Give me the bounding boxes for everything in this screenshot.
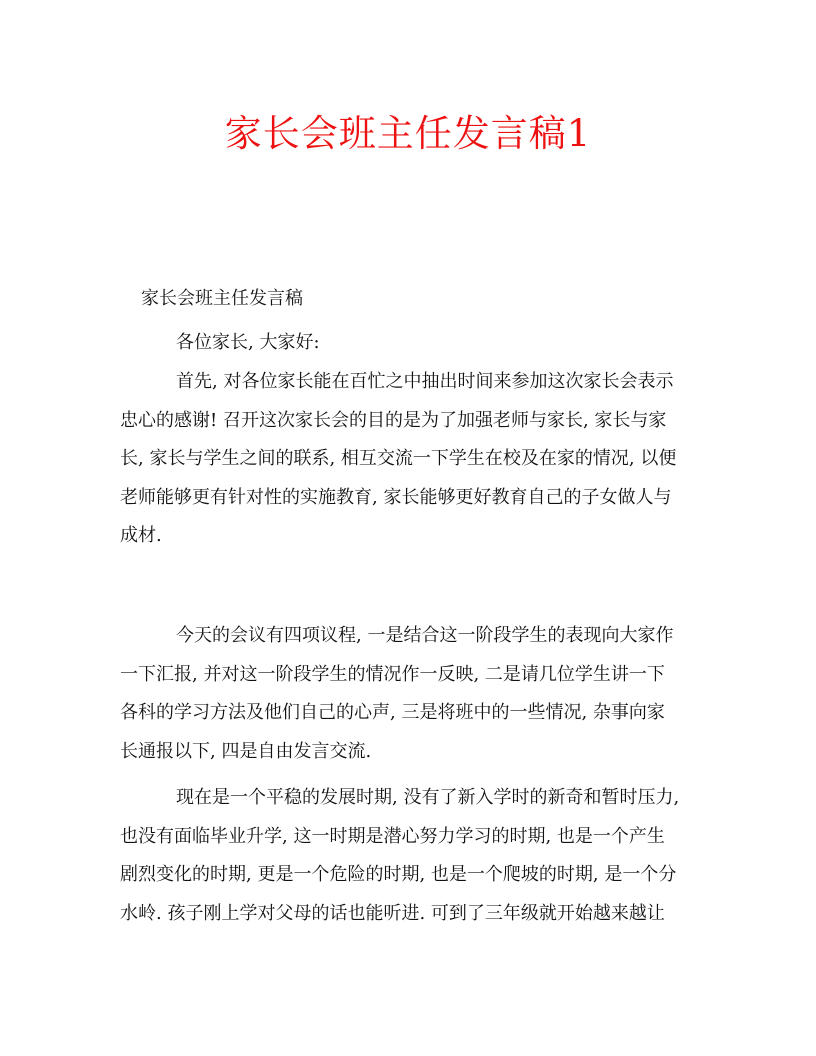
paragraph-line: 老师能够更有针对性的实施教育, 家长能够更好教育自己的子女做人与 xyxy=(120,486,672,508)
document-title: 家长会班主任发言稿1 xyxy=(224,112,592,155)
greeting-line: 各位家长, 大家好: xyxy=(176,332,320,353)
paragraph-line: 剧烈变化的时期, 更是一个危险的时期, 也是一个爬坡的时期, 是一个分 xyxy=(120,864,677,885)
paragraph-line: 现在是一个平稳的发展时期, 没有了新入学时的新奇和暂时压力, xyxy=(176,787,680,808)
paragraph-line: 首先, 对各位家长能在百忙之中抽出时间来参加这次家长会表示 xyxy=(176,371,674,392)
paragraph-line: 水岭. 孩子刚上学对父母的话也能听进. 可到了三年级就开始越来越让 xyxy=(120,902,665,924)
greeting xyxy=(120,324,700,363)
paragraph-line: 长通报以下, 四是自由发言交流. xyxy=(120,740,372,762)
paragraph-period xyxy=(120,779,700,933)
paragraph-intro xyxy=(120,363,700,556)
paragraph-line: 成材. xyxy=(120,525,162,546)
paragraph-line: 今天的会议有四项议程, 一是结合这一阶段学生的表现向大家作 xyxy=(176,625,674,646)
document-subtitle: 家长会班主任发言稿 xyxy=(141,288,303,309)
paragraph-line: 各科的学习方法及他们自己的心声, 三是将班中的一些情况, 杂事向家 xyxy=(120,702,665,723)
paragraph-agenda xyxy=(120,617,700,771)
paragraph-line: 忠心的感谢! 召开这次家长会的目的是为了加强老师与家长, 家长与家 xyxy=(120,409,667,431)
paragraph-line: 一下汇报, 并对这一阶段学生的情况作一反映, 二是请几位学生讲一下 xyxy=(120,663,665,685)
paragraph-line: 长, 家长与学生之间的联系, 相互交流一下学生在校及在家的情况, 以便 xyxy=(120,448,677,469)
paragraph-line: 也没有面临毕业升学, 这一时期是潜心努力学习的时期, 也是一个产生 xyxy=(120,825,665,847)
